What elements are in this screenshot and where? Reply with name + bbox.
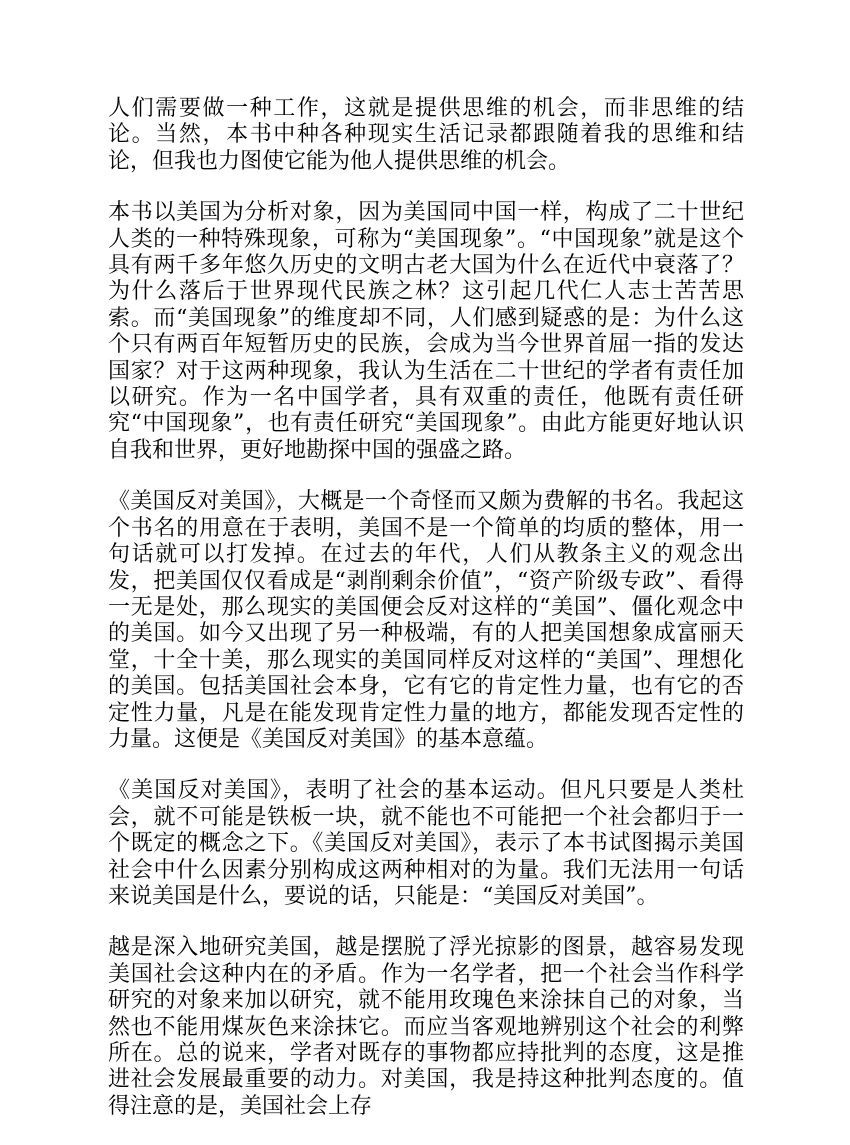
document-body [108,96,744,1145]
paragraph-2: 本书以美国为分析对象，因为美国同中国一样，构成了二十世纪人类的一种特殊现象，可称为“美国现象”。“中国现象”就是这个具有两千多年悠久历史的文明古老大国为什么在近代中衰落了？为什么落后于世界现代民族之林？这引起几代仁人志士苦苦思索。而“美国现象”的维度却不同，人们感到疑惑的是：为什么这个只有两百年短暂历史的民族，会成为当今世界首屈一指的发达国家？对于这两种现象，我认为生活在二十世纪的学者有责任加以研究。作为一名中国学者，具有双重的责任，他既有责任研究“中国现象”，也有责任研究“美国现象”。由此方能更好地认识自我和世界，更好地勘探中国的强盛之路。 [108,200,744,463]
paragraph-5: 越是深入地研究美国，越是摆脱了浮光掠影的图景，越容易发现美国社会这种内在的矛盾。作为一名学者，把一个社会当作科学研究的对象来加以研究，就不能用玫瑰色来涂抹自己的对象，当然也不能用煤灰色来涂抹它。而应当客观地辨别这个社会的利弊所在。总的说来，学者对既存的事物都应持批判的态度，这是推进社会发展最重要的动力。对美国，我是持这种批判态度的。值得注意的是，美国社会上存 [108,935,744,1119]
paragraph-1: 人们需要做一种工作，这就是提供思维的机会，而非思维的结论。当然，本书中种各种现实生活记录都跟随着我的思维和结论，但我也力图使它能为他人提供思维的机会。 [108,96,744,174]
paragraph-3: 《美国反对美国》，大概是一个奇怪而又颇为费解的书名。我起这个书名的用意在于表明，美国不是一个简单的均质的整体，用一句话就可以打发掉。在过去的年代，人们从教条主义的观念出发，把美国仅仅看成是“剥削剩余价值”，“资产阶级专政”、看得一无是处，那么现实的美国便会反对这样的“美国”、僵化观念中的美国。如今又出现了另一种极端，有的人把美国想象成富丽天堂，十全十美，那么现实的美国同样反对这样的“美国”、理想化的美国。包括美国社会本身，它有它的肯定性力量，也有它的否定性力量，凡是在能发现肯定性力量的地方，都能发现否定性的力量。这便是《美国反对美国》的基本意蕴。 [108,489,744,752]
paragraph-4: 《美国反对美国》，表明了社会的基本运动。但凡只要是人类杜会，就不可能是铁板一块，就不能也不可能把一个社会都归于一个既定的概念之下。《美国反对美国》，表示了本书试图揭示美国社会中什么因素分别构成这两种相对的为量。我们无法用一句话来说美国是什么，要说的话，只能是：“美国反对美国”。 [108,778,744,909]
